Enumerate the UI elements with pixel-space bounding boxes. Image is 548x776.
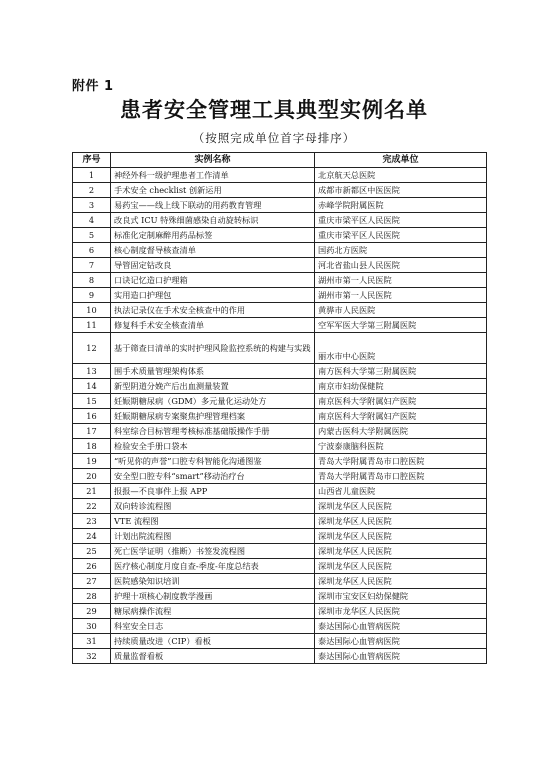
table-row xyxy=(73,649,487,664)
row-name: 神经外科一级护理患者工作清单 xyxy=(111,168,315,183)
table-row xyxy=(73,544,487,559)
row-name: 新型阴道分娩产后出血测量装置 xyxy=(111,379,315,394)
row-index: 23 xyxy=(73,514,111,529)
row-index: 25 xyxy=(73,544,111,559)
row-index: 8 xyxy=(73,273,111,288)
row-name: 基于筛查日清单的实时护理风险监控系统的构建与实践 xyxy=(111,333,315,364)
row-name: 检验安全手册口袋本 xyxy=(111,439,315,454)
row-unit: 深圳龙华区人民医院 xyxy=(315,514,487,529)
row-name: 改良式 ICU 特殊细菌感染自动旋转标识 xyxy=(111,213,315,228)
instance-table xyxy=(72,152,487,664)
row-index: 1 xyxy=(73,168,111,183)
table-body xyxy=(73,168,487,664)
document-subtitle: （按照完成单位首字母排序） xyxy=(192,131,356,145)
row-unit: 空军军医大学第三附属医院 xyxy=(315,318,487,333)
row-unit: 南京市妇幼保健院 xyxy=(315,379,487,394)
table-row xyxy=(73,273,487,288)
row-name: “听见你的声誉”口腔专科智能化沟通图鉴 xyxy=(111,454,315,469)
row-index: 5 xyxy=(73,228,111,243)
table-row xyxy=(73,574,487,589)
table-row xyxy=(73,213,487,228)
row-index: 7 xyxy=(73,258,111,273)
row-index: 6 xyxy=(73,243,111,258)
table-row xyxy=(73,604,487,619)
row-unit: 重庆市梁平区人民医院 xyxy=(315,213,487,228)
row-name: 报报—不良事件上报 APP xyxy=(111,484,315,499)
row-index: 32 xyxy=(73,649,111,664)
table-row xyxy=(73,634,487,649)
row-index: 20 xyxy=(73,469,111,484)
table-row xyxy=(73,469,487,484)
table-row xyxy=(73,333,487,364)
row-index: 27 xyxy=(73,574,111,589)
row-unit: 北京航天总医院 xyxy=(315,168,487,183)
table-row xyxy=(73,514,487,529)
row-unit: 泰达国际心血管病医院 xyxy=(315,619,487,634)
row-unit: 青岛大学附属青岛市口腔医院 xyxy=(315,469,487,484)
table-row xyxy=(73,619,487,634)
row-index: 18 xyxy=(73,439,111,454)
row-index: 26 xyxy=(73,559,111,574)
row-name: 围手术质量管理架构体系 xyxy=(111,364,315,379)
table-row xyxy=(73,243,487,258)
row-name: 口诀记忆造口护理箱 xyxy=(111,273,315,288)
table-row xyxy=(73,379,487,394)
row-index: 13 xyxy=(73,364,111,379)
row-index: 11 xyxy=(73,318,111,333)
row-name: 妊娠期糖尿病（GDM）多元量化运动处方 xyxy=(111,394,315,409)
row-unit: 重庆市梁平区人民医院 xyxy=(315,228,487,243)
table-row xyxy=(73,439,487,454)
row-unit: 深圳市龙华区人民医院 xyxy=(315,604,487,619)
row-unit: 丽水市中心医院 xyxy=(315,333,487,364)
row-name: 安全型口腔专科“smart”移动治疗台 xyxy=(111,469,315,484)
row-index: 14 xyxy=(73,379,111,394)
table-row xyxy=(73,394,487,409)
row-unit: 深圳龙华区人民医院 xyxy=(315,529,487,544)
row-index: 30 xyxy=(73,619,111,634)
row-index: 12 xyxy=(73,333,111,364)
table-row xyxy=(73,454,487,469)
row-unit: 湖州市第一人民医院 xyxy=(315,288,487,303)
row-unit: 深圳龙华区人民医院 xyxy=(315,499,487,514)
row-index: 19 xyxy=(73,454,111,469)
row-unit: 国药北方医院 xyxy=(315,243,487,258)
table-row xyxy=(73,484,487,499)
row-name: 质量监督看板 xyxy=(111,649,315,664)
row-name: 修复科手术安全核查清单 xyxy=(111,318,315,333)
row-index: 16 xyxy=(73,409,111,424)
row-name: 手术安全 checklist 创新运用 xyxy=(111,183,315,198)
row-name: 妊娠期糖尿病专案聚焦护理管理档案 xyxy=(111,409,315,424)
table-row xyxy=(73,589,487,604)
row-name: 核心制度督导核查清单 xyxy=(111,243,315,258)
row-unit: 河北省盐山县人民医院 xyxy=(315,258,487,273)
table-row xyxy=(73,409,487,424)
table-row xyxy=(73,168,487,183)
row-index: 21 xyxy=(73,484,111,499)
row-name: 实用造口护理包 xyxy=(111,288,315,303)
row-index: 4 xyxy=(73,213,111,228)
attachment-label: 附件 1 xyxy=(72,79,114,94)
row-unit: 山西省儿童医院 xyxy=(315,484,487,499)
row-index: 2 xyxy=(73,183,111,198)
header-index: 序号 xyxy=(73,153,111,168)
table-row xyxy=(73,499,487,514)
row-unit: 青岛大学附属青岛市口腔医院 xyxy=(315,454,487,469)
row-index: 10 xyxy=(73,303,111,318)
row-unit: 深圳龙华区人民医院 xyxy=(315,574,487,589)
row-name: 医疗核心制度月度自查-季度-年度总结表 xyxy=(111,559,315,574)
row-name: 科室综合目标管理考核标准基础版操作手册 xyxy=(111,424,315,439)
row-index: 31 xyxy=(73,634,111,649)
row-unit: 深圳市宝安区妇幼保健院 xyxy=(315,589,487,604)
row-unit: 黄骅市人民医院 xyxy=(315,303,487,318)
table-row xyxy=(73,318,487,333)
table-row xyxy=(73,529,487,544)
row-name: 死亡医学证明（推断）书签发流程图 xyxy=(111,544,315,559)
table-row xyxy=(73,198,487,213)
row-unit: 赤峰学院附属医院 xyxy=(315,198,487,213)
row-name: 科室安全日志 xyxy=(111,619,315,634)
header-unit: 完成单位 xyxy=(315,153,487,168)
header-name: 实例名称 xyxy=(111,153,315,168)
row-name: 医院感染知识培训 xyxy=(111,574,315,589)
row-unit: 深圳龙华区人民医院 xyxy=(315,544,487,559)
row-name: 执法记录仪在手术安全核查中的作用 xyxy=(111,303,315,318)
table-row xyxy=(73,288,487,303)
row-index: 22 xyxy=(73,499,111,514)
document-title: 患者安全管理工具典型实例名单 xyxy=(120,98,428,122)
row-unit: 宁波泰康脑科医院 xyxy=(315,439,487,454)
row-name: 易药宝——线上线下联动的用药教育管理 xyxy=(111,198,315,213)
row-unit: 泰达国际心血管病医院 xyxy=(315,649,487,664)
row-index: 17 xyxy=(73,424,111,439)
row-index: 28 xyxy=(73,589,111,604)
table-row xyxy=(73,424,487,439)
row-name: 计划出院流程图 xyxy=(111,529,315,544)
row-index: 15 xyxy=(73,394,111,409)
table-row xyxy=(73,258,487,273)
table-row xyxy=(73,228,487,243)
row-index: 29 xyxy=(73,604,111,619)
row-name: 持续质量改进（CIP）看板 xyxy=(111,634,315,649)
row-unit: 内蒙古医科大学附属医院 xyxy=(315,424,487,439)
table-row xyxy=(73,559,487,574)
row-name: 护理十项核心制度教学漫画 xyxy=(111,589,315,604)
row-unit: 泰达国际心血管病医院 xyxy=(315,634,487,649)
row-name: 标准化定制麻醉用药品标签 xyxy=(111,228,315,243)
row-unit: 南京医科大学附属妇产医院 xyxy=(315,394,487,409)
row-name: 导管固定钻改良 xyxy=(111,258,315,273)
table-row xyxy=(73,303,487,318)
row-name: VTE 流程图 xyxy=(111,514,315,529)
table-row xyxy=(73,183,487,198)
row-unit: 南方医科大学第三附属医院 xyxy=(315,364,487,379)
row-unit: 成都市新都区中医医院 xyxy=(315,183,487,198)
row-name: 糖尿病操作流程 xyxy=(111,604,315,619)
table-row xyxy=(73,364,487,379)
row-name: 双向转诊流程图 xyxy=(111,499,315,514)
row-unit: 南京医科大学附属妇产医院 xyxy=(315,409,487,424)
row-unit: 湖州市第一人民医院 xyxy=(315,273,487,288)
table-header-row xyxy=(73,153,487,168)
row-index: 9 xyxy=(73,288,111,303)
row-unit: 深圳龙华区人民医院 xyxy=(315,559,487,574)
row-index: 24 xyxy=(73,529,111,544)
row-index: 3 xyxy=(73,198,111,213)
